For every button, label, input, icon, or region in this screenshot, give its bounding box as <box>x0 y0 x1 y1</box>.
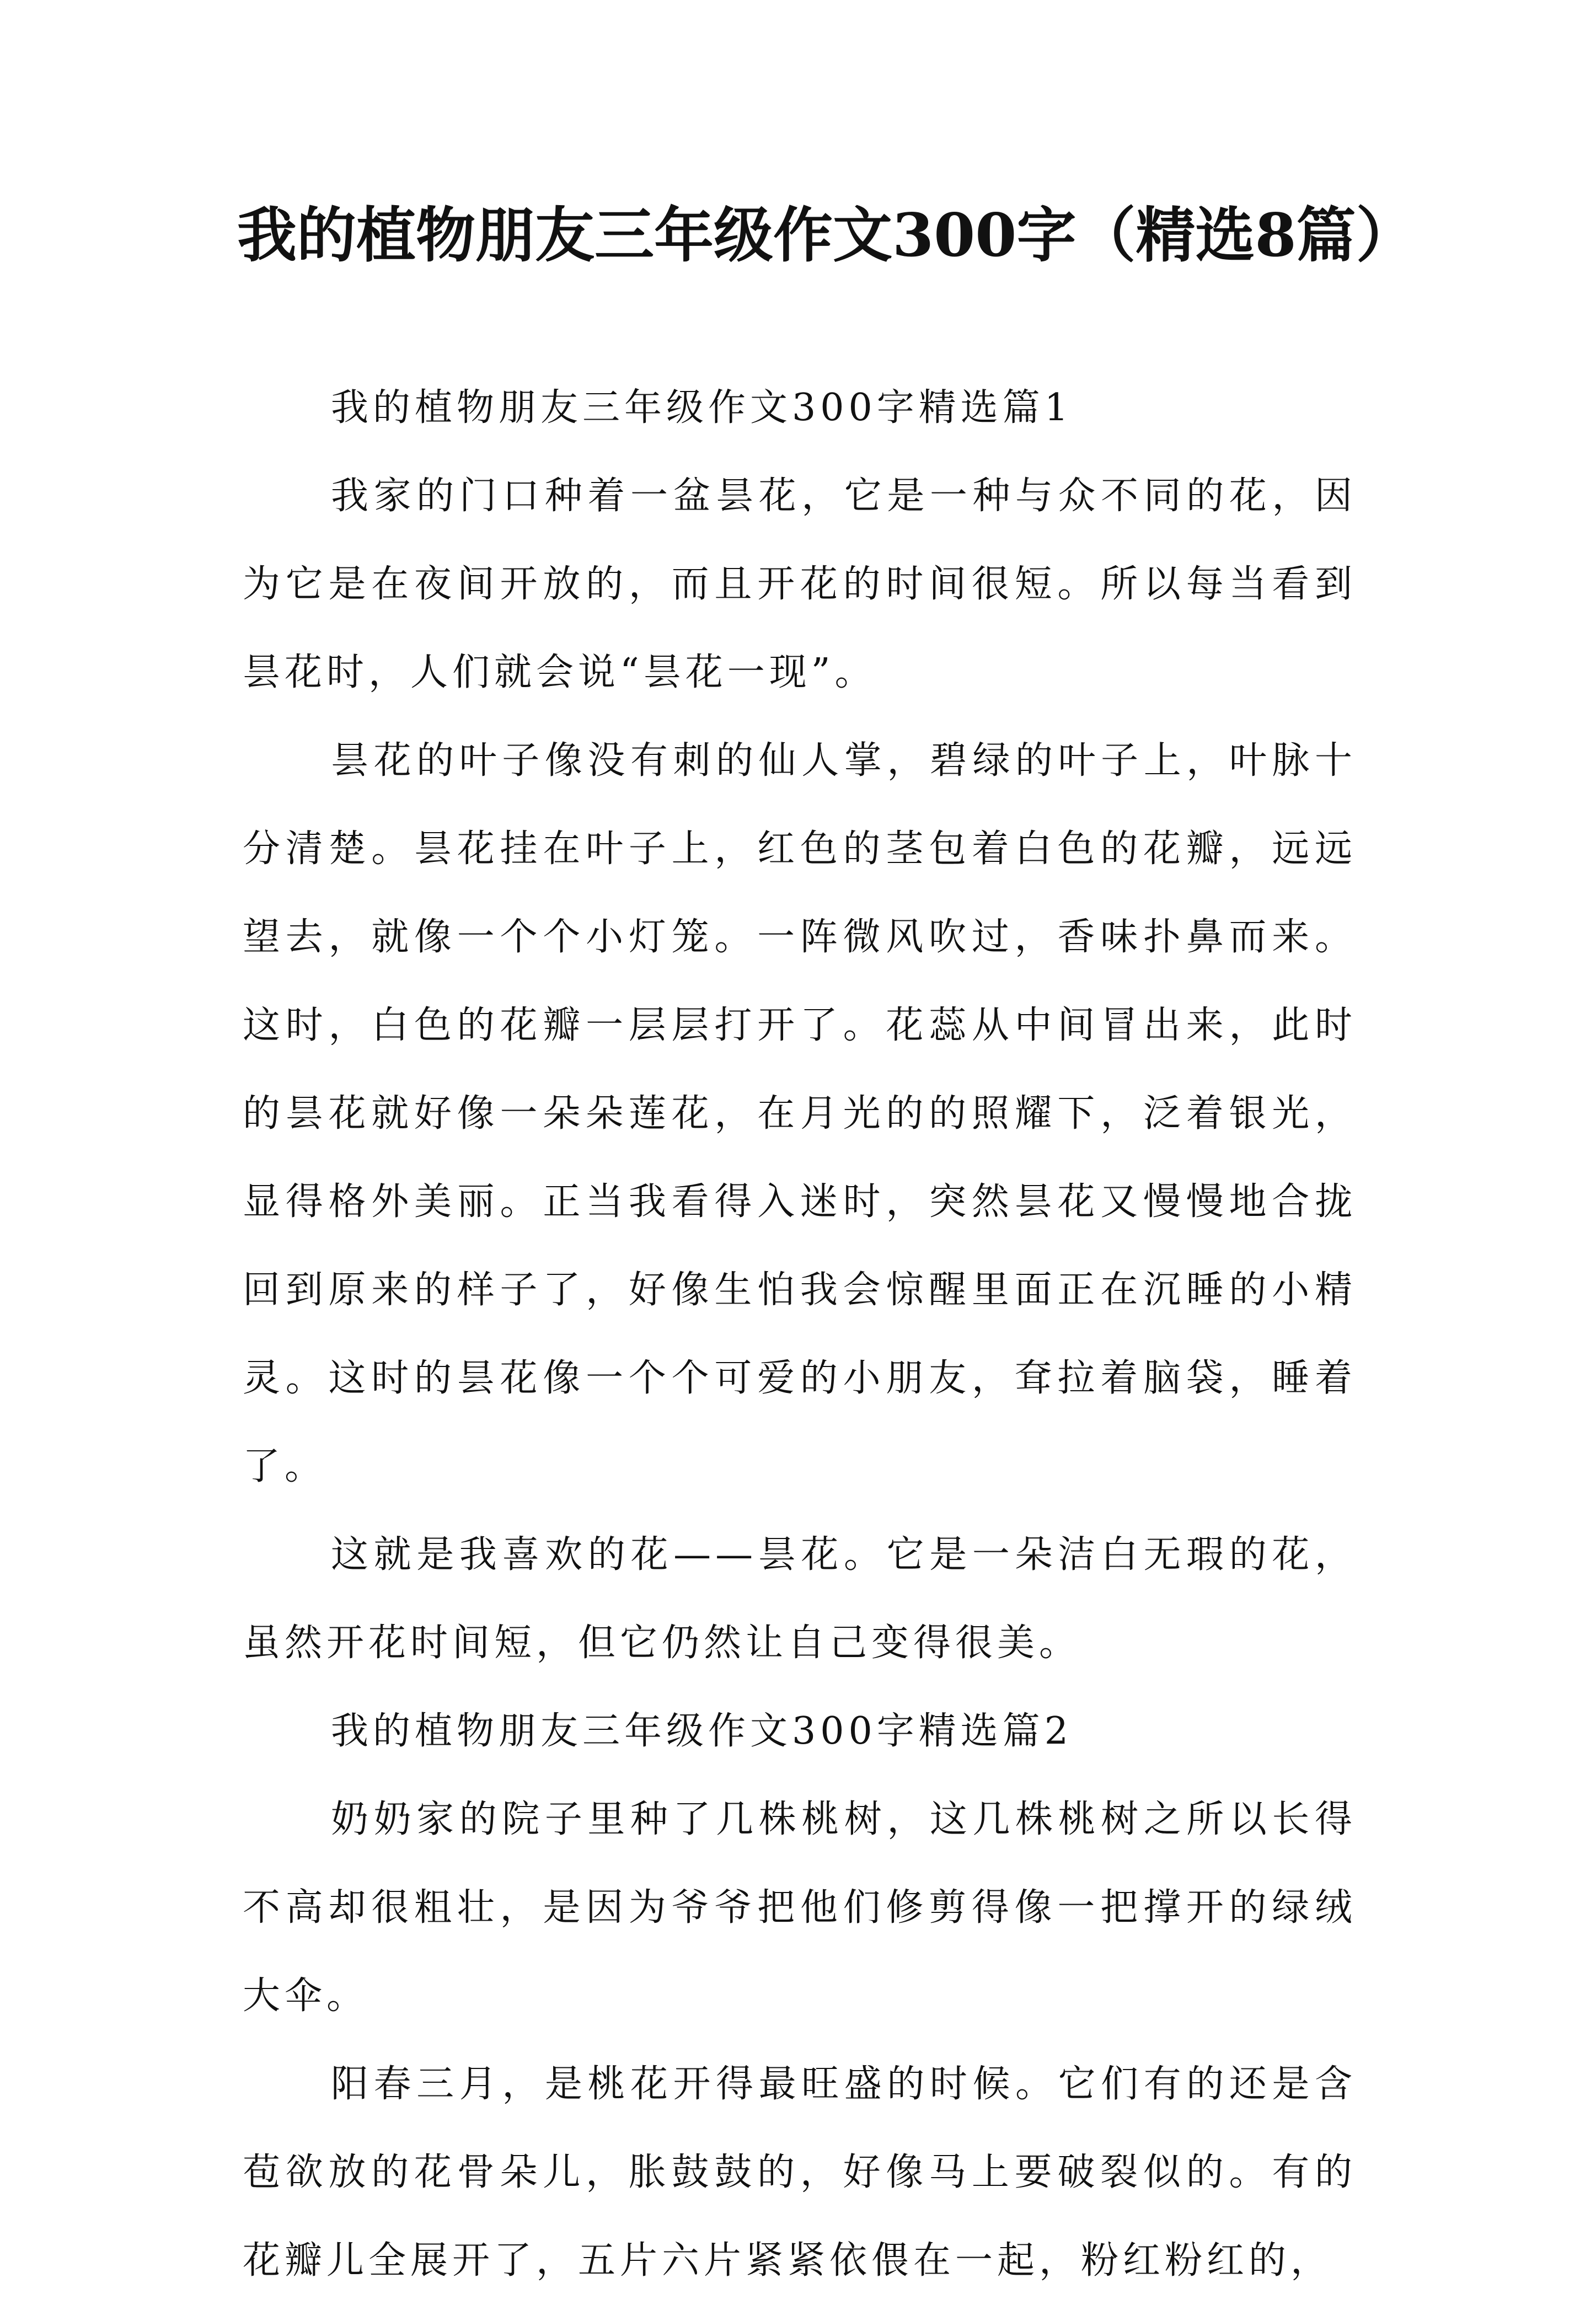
document-title: 我的植物朋友三年级作文300字（精选8篇） <box>237 201 1416 270</box>
section-heading-2: 我的植物朋友三年级作文300字精选篇2 <box>331 1709 1073 1753</box>
paragraph: 昙花的叶子像没有刺的仙人掌，碧绿的叶子上，叶脉十分清楚。昙花挂在叶子上，红色的茎包着白色的花瓣，远远望去，就像一个个小灯笼。一阵微风吹过，香味扑鼻而来。这时，白色的花瓣一层层打开了。花蕊从中间冒出来，此时的昙花就好像一朵朵莲花，在月光的的照耀下，泛着银光，显得格外美丽。正当我看得入迷时，突然昙花又慢慢地合拢回到原来的样子了，好像生怕我会惊醒里面正在沉睡的小精灵。这时的昙花像一个个可爱的小朋友，耷拉着脑袋，睡着了。 <box>243 739 1357 1488</box>
paragraph: 阳春三月，是桃花开得最旺盛的时候。它们有的还是含苞欲放的花骨朵儿，胀鼓鼓的，好像马上要破裂似的。有的花瓣儿全展开了，五片六片紧紧依偎在一起，粉红粉红的， <box>243 2062 1357 2282</box>
paragraph: 我家的门口种着一盆昙花，它是一种与众不同的花，因为它是在夜间开放的，而且开花的时间很短。所以每当看到昙花时，人们就会说“昙花一现”。 <box>243 474 1357 694</box>
section-heading-1: 我的植物朋友三年级作文300字精选篇1 <box>331 386 1073 430</box>
paragraph: 奶奶家的院子里种了几株桃树，这几株桃树之所以长得不高却很粗壮，是因为爷爷把他们修剪得像一把撑开的绿绒大伞。 <box>243 1798 1357 2018</box>
document-body <box>243 364 1357 2305</box>
paragraph: 这就是我喜欢的花——昙花。它是一朵洁白无瑕的花，虽然开花时间短，但它仍然让自己变得很美。 <box>243 1533 1357 1665</box>
